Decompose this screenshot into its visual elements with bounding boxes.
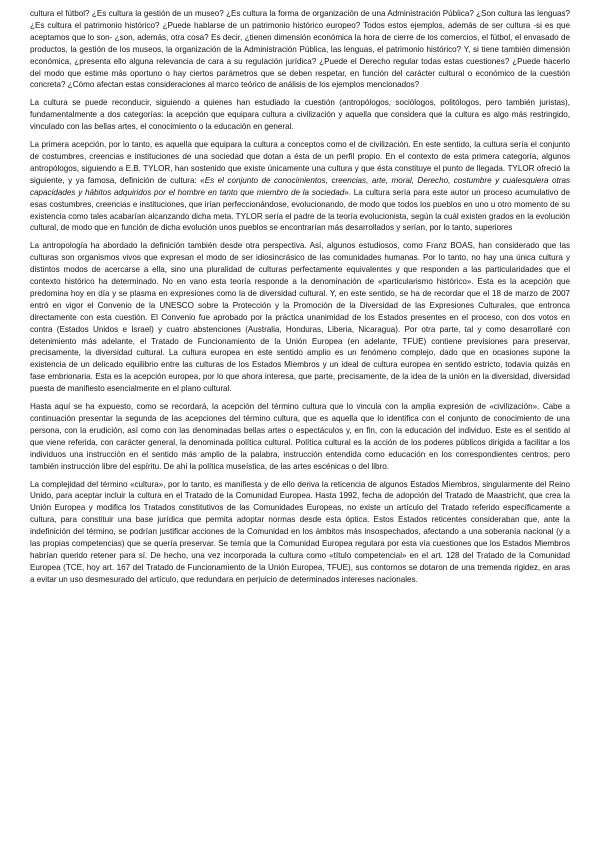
paragraph-questions — [30, 8, 570, 91]
paragraph-text: ». La cultura sería para este autor un proceso acumulativo de esas costumbres, creencias e instituciones, que irían perfeccionándose, evolucionando, de modo que todos los pueblos en uno u otro momento de su existencia como tales acabarían alcanzando dicha meta. TYLOR sería el padre de la teoría evolucionista, según la cuál existen grados en la evolución cultural, de modo que en función de dicha evolución unos pueblos se encontrarían más desarrollados y serían, por lo tanto, superiores — [30, 187, 570, 233]
paragraph-text: La complejidad del término «cultura», por lo tanto, es manifiesta y de ello deriva la reticencia de algunos Estados Miembros, singularmente del Reino Unido, para aceptar incluir la cultura en el Tratado de la Comunidad Europea. Hasta 1992, fecha de adopción del Tratado de Maastricht, que crea la Unión Europea y modifica los Tratados constitutivos de las Comunidades Europeas, no existe un artículo del Tratado referido específicamente a cultura, para constituir una base jurídica que permita adoptar normas desde esta óptica. Estos Estados reticentes consideraban que, ante la indefinición del término, se podrían justificar acciones de la Comunidad en los ámbitos más insospechados, afectando a una soberanía nacional (y a las propias competencias) que se quería preservar. Se temía que la Comunidad Europea regulara por esta vía cuestiones que los Estados Miembros habrían querido retener para sí. De hecho, una vez incorporada la cultura como «título competencial» en el art. 128 del Tratado de la Comunidad Europea (TCE, hoy art. 167 del Tratado de Funcionamiento de la Unión Europea, TFUE), sus contornos se dotaron de una tremenda rigidez, en aras a evitar un uso desmesurado del artículo, que redundara en perjuicio de determinados intereses nacionales. — [30, 479, 570, 584]
tylor-definition-quote: Es el conjunto de conocimientos, creencias, arte, moral, Derecho, costumbre y cualesquiera otras capacidades y hábitos adquiridos por el hombre en tanto que miembro de la sociedad — [30, 175, 570, 197]
paragraph-anthropology — [30, 240, 570, 395]
paragraph-text: La primera acepción, por lo tanto, es aquella que equipara la cultura a conceptos como el de civilización. En este sentido, la cultura sería el conjunto de costumbres, creencias e instituciones de una sociedad que dotan a ésta de un perfil propio. En el contexto de esta primera categoría, algunos antropólogos, siguiendo a E.B. TYLOR, han sostenido que existe únicamente una cultura y que ésta constituye el punto de llegada. TYLOR ofreció la siguiente, y ya famosa, definición de cultura: « — [30, 140, 570, 185]
paragraph-two-categories — [30, 97, 570, 133]
paragraph-text: La cultura se puede reconducir, siguiendo a quienes han estudiado la cuestión (antropólogos, sociólogos, politólogos, pero también juristas), fundamentalmente a dos categorías: la acepción que equipara cultura a civilización y aquella que considera que la cultura es algo más restringido, vinculado con las bellas artes, el conocimiento o la educación en general. — [30, 98, 570, 132]
paragraph-text: cultura el fútbol? ¿Es cultura la gestión de un museo? ¿Es cultura la forma de organización de una Administración Pública? ¿Son cultura las lenguas? ¿Es cultura el patrimonio histórico? ¿Puede hablarse de un patrimonio histórico europeo? Todos estos ejemplos, además de ser cultura -si es que aceptamos que lo son- ¿son, además, otra cosa? Es decir, ¿tienen dimensión económica la hora de cierre de los comercios, el fútbol, el envasado de productos, la gestión de los museos, la organización de la Administración Pública, las lenguas, el patrimonio histórico? Y, si tiene también dimensión económica, ¿presenta ello alguna relevancia de cara a su regulación jurídica? ¿Puede el Derecho regular todas estas cuestiones? ¿Puede hacerlo del modo que estime más oportuno o hay ciertos parámetros que se deben respetar, en función del carácter cultural o económico de la cuestión concreta? ¿Cómo afectan estas consideraciones al marco teórico de análisis de los ejemplos mencionados? — [30, 9, 570, 90]
paragraph-text: La antropología ha abordado la definición también desde otra perspectiva. Así, algunos estudiosos, como Franz BOAS, han considerado que las culturas son organismos vivos que expresan el modo de ser idiosincrásico de las comunidades humanas. Por lo tanto, no hay una única cultura y distintos modos de acercarse a ella, sino una pluralidad de culturas perfectamente equivalentes y que responden a las particularidades que el contexto histórico ha determinado. No en vano esta teoría responde a la denominación de «particularismo histórico». Esta es la acepción que predomina hoy en día y se plasma en expresiones como la de diversidad cultural. Y, en este sentido, se ha de recordar que el 18 de marzo de 2007 entró en vigor el Convenio de la UNESCO sobre la Protección y la Promoción de la Diversidad de las Expresiones Culturales, que entronca directamente con esta cuestión. El Convenio fue aprobado por la práctica unanimidad de los Estados presentes en el proceso, con dos votos en contra (Estados Unidos e Israel) y cuatro abstenciones (Australia, Honduras, Liberia, Nicaragua). Por otra parte, tal y como desarrollaré con detenimiento más adelante, el Tratado de Funcionamiento de la Unión Europea (en adelante, TFUE) contiene previsiones para preservar, precisamente, la diversidad cultural. La cultura europea en este sentido amplio es un fenómeno complejo, dado que en ocasiones supone la existencia de un delicado equilibrio entre las culturas de los Estados Miembros y un ideal de cultura europea en sentido estricto, todavía quizás en fase embrionaria. Esta es la acepción europea, por lo que ahora interesa, que parte, precisamente, de la idea de la unión en la diversidad, diversidad puesta de manifiesto esencialmente en el plano cultural. — [30, 241, 570, 394]
paragraph-text: Hasta aquí se ha expuesto, como se recordará, la acepción del término cultura que lo vincula con la amplia expresión de «civilización». Cabe a continuación presentar la segunda de las acepciones del término cultura, que es aquella que lo identifica con el conjunto de conocimiento de una persona, con la erudición, así como con las denominadas bellas artes o espectáculos y, en fin, con la educación del individuo. Este es el sentido al que viene referida, con carácter general, la denominada política cultural. Política cultural es la acción de los poderes públicos dirigida a facilitar a los individuos una instrucción en el sentido más amplio de la palabra, instrucción entendida como educación en los correspondientes centros, pero también instrucción libre del espíritu. De ahí la política museística, de las artes escénicas o del libro. — [30, 402, 570, 471]
paragraph-complexity — [30, 479, 570, 586]
paragraph-second-meaning — [30, 401, 570, 472]
paragraph-first-meaning — [30, 139, 570, 234]
